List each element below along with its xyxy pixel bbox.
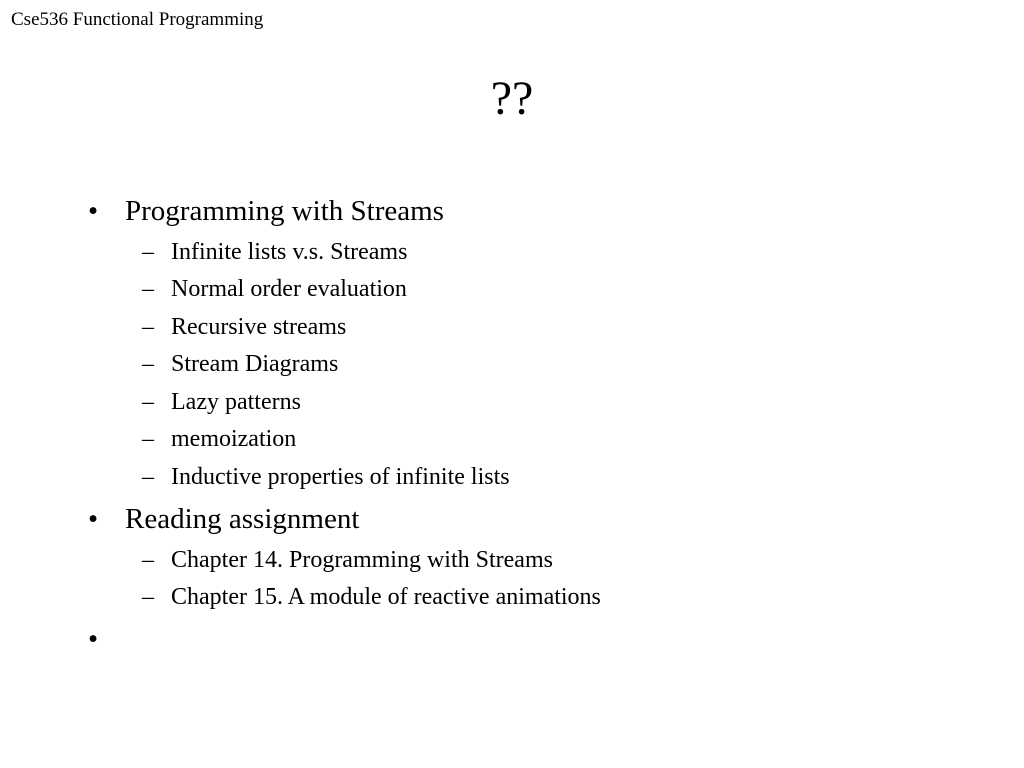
bullet-icon: • — [88, 195, 99, 227]
outline-subitem-label: Normal order evaluation — [171, 276, 407, 302]
bullet-icon: • — [88, 503, 99, 535]
dash-icon: – — [142, 239, 154, 265]
dash-icon: – — [142, 276, 154, 302]
slide-header: Cse536 Functional Programming — [11, 9, 264, 30]
dash-icon: – — [142, 389, 154, 415]
outline-subitem-label: memoization — [171, 426, 297, 452]
outline-subitem-label: Infinite lists v.s. Streams — [171, 239, 408, 265]
dash-icon: – — [142, 426, 154, 452]
outline-item-label: Reading assignment — [125, 503, 360, 535]
outline-subitem-label: Inductive properties of infinite lists — [171, 464, 510, 490]
outline-subitem-label: Lazy patterns — [171, 389, 301, 415]
dash-icon: – — [142, 464, 154, 490]
dash-icon: – — [142, 314, 154, 340]
outline-subitem-label: Chapter 15. A module of reactive animations — [171, 584, 601, 610]
bullet-icon: • — [88, 623, 99, 655]
dash-icon: – — [142, 547, 154, 573]
outline-item-label: Programming with Streams — [125, 195, 444, 227]
dash-icon: – — [142, 584, 154, 610]
outline-subitem-label: Chapter 14. Programming with Streams — [171, 547, 553, 573]
outline-subitem-label: Recursive streams — [171, 314, 347, 340]
slide-title: ?? — [490, 72, 534, 125]
dash-icon: – — [142, 351, 154, 377]
outline-subitem-label: Stream Diagrams — [171, 351, 339, 377]
